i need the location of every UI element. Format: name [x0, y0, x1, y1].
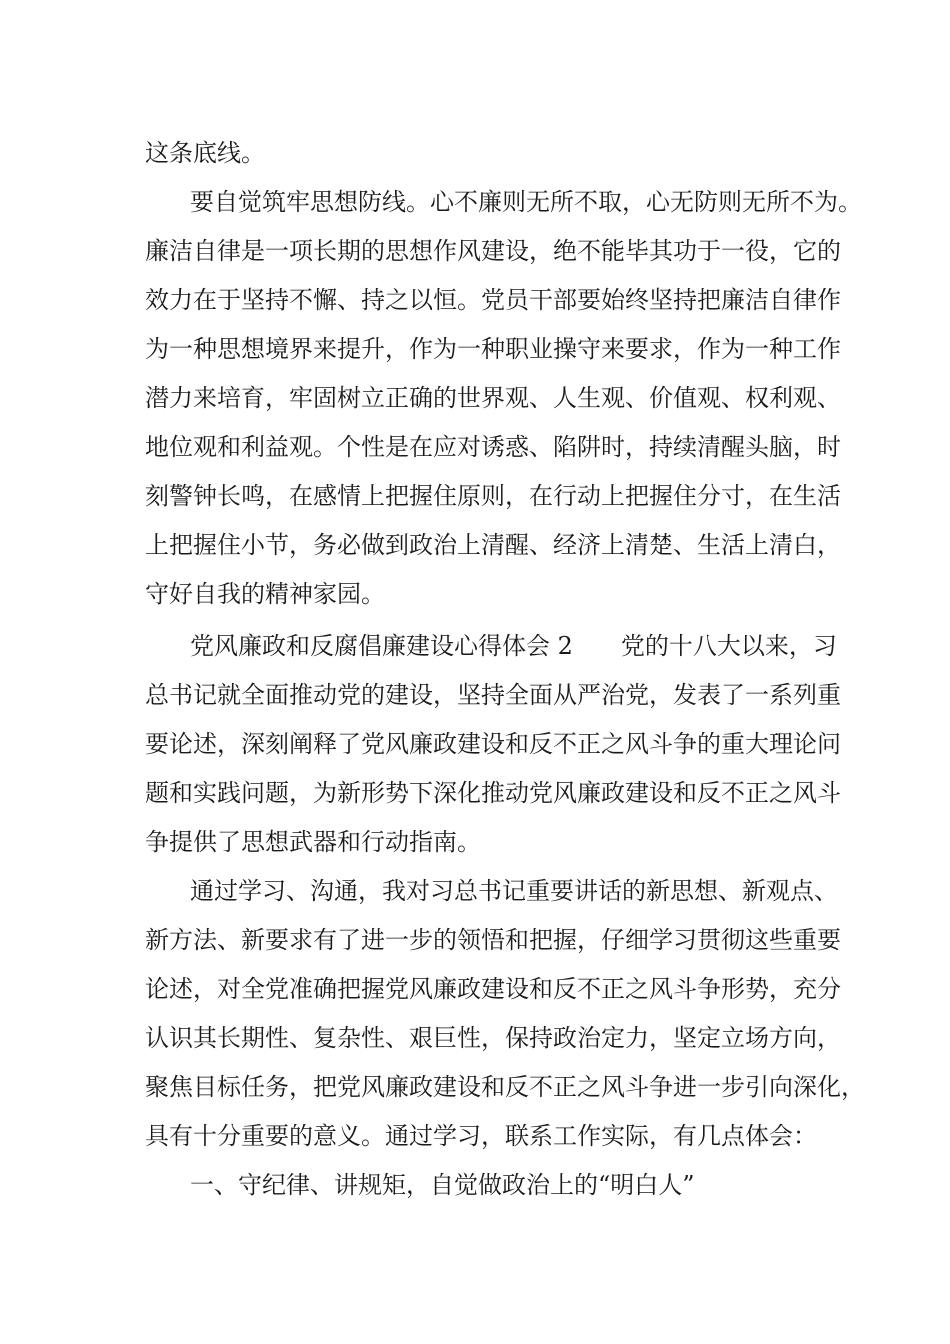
text-line: 论述，对全党准确把握党风廉政建设和反不正之风斗争形势，充分	[145, 975, 841, 1003]
section-heading-line: 党风廉政和反腐倡廉建设心得体会 2 党的十八大以来，习	[190, 632, 837, 660]
text-line: 争提供了思想武器和行动指南。	[145, 828, 481, 856]
text-line: 要论述，深刻阐释了党风廉政建设和反不正之风斗争的重大理论问	[145, 730, 841, 758]
text-line: 效力在于坚持不懈、持之以恒。党员干部要始终坚持把廉洁自律作	[145, 286, 841, 314]
text-line: 认识其长期性、复杂性、艰巨性，保持政治定力，坚定立场方向，	[145, 1024, 841, 1052]
text-line: 地位观和利益观。个性是在应对诱惑、陷阱时，持续清醒头脑，时	[145, 433, 841, 461]
text-line: 聚焦目标任务，把党风廉政建设和反不正之风斗争进一步引向深化，	[145, 1073, 865, 1101]
text-line: 潜力来培育，牢固树立正确的世界观、人生观、价值观、权利观、	[145, 384, 841, 412]
text-line: 刻警钟长鸣，在感情上把握住原则，在行动上把握住分寸，在生活	[145, 482, 841, 510]
text-line: 题和实践问题，为新形势下深化推动党风廉政建设和反不正之风斗	[145, 779, 841, 807]
paragraph-first-line: 通过学习、沟通，我对习总书记重要讲话的新思想、新观点、	[190, 877, 838, 905]
text-line: 守好自我的精神家园。	[145, 580, 385, 608]
text-line: 廉洁自律是一项长期的思想作风建设，绝不能毕其功于一役，它的	[145, 237, 841, 265]
text-line: 总书记就全面推动党的建设，坚持全面从严治党，发表了一系列重	[145, 681, 841, 709]
paragraph-first-line: 要自觉筑牢思想防线。心不廉则无所不取，心无防则无所不为。	[190, 188, 862, 216]
text-line: 具有十分重要的意义。通过学习，联系工作实际，有几点体会：	[145, 1122, 817, 1150]
subheading-line: 一、守纪律、讲规矩，自觉做政治上的“明白人”	[190, 1171, 695, 1199]
text-line: 为一种思想境界来提升，作为一种职业操守来要求，作为一种工作	[145, 335, 841, 363]
text-line: 上把握住小节，务必做到政治上清醒、经济上清楚、生活上清白，	[145, 531, 841, 559]
text-line: 新方法、新要求有了进一步的领悟和把握，仔细学习贯彻这些重要	[145, 926, 841, 954]
text-line: 这条底线。	[145, 139, 265, 167]
